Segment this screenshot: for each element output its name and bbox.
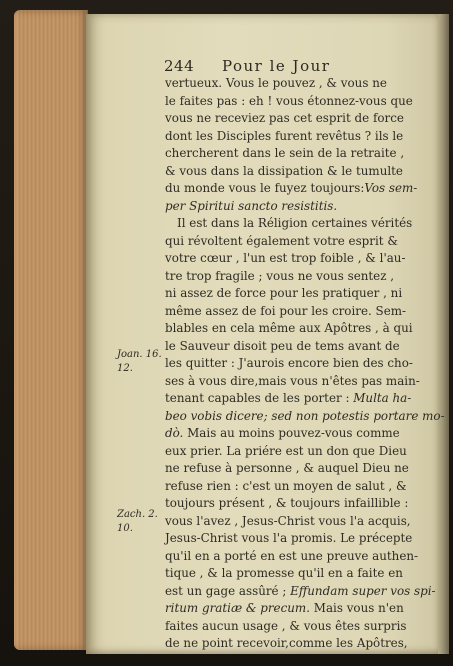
text-line: [165, 285, 413, 303]
latin-quote: Multa ha-: [353, 391, 412, 405]
text-run: le faites pas : eh ! vous étonnez-vous que: [165, 93, 413, 108]
margin-note-zach: [117, 508, 165, 536]
text-line: [165, 268, 413, 286]
text-line: [165, 128, 413, 146]
text-run: vous ne receviez pas cet esprit de force: [165, 111, 404, 125]
text-line: [165, 145, 413, 163]
text-run: Jesus-Christ vous l'a promis. Le précepte: [165, 531, 413, 545]
text-line: [165, 583, 436, 601]
margin-note-line: Zach. 2.: [117, 509, 158, 520]
running-title: Pour le Jour: [222, 57, 331, 75]
text-run: les quitter : J'aurois encore bien des cho-: [165, 356, 413, 370]
latin-quote: ritum gratiæ & precum.: [165, 601, 310, 615]
text-run: même assez de foi pour les croire. Sem-: [165, 303, 407, 318]
text-line: [165, 425, 413, 443]
text-run: du monde vous le fuyez toujours:: [165, 181, 365, 195]
text-line: [165, 530, 413, 548]
text-run: eux prier. La priére est un don que Dieu: [165, 443, 407, 458]
latin-quote: dò.: [165, 426, 184, 440]
text-line: [165, 163, 413, 181]
text-run: votre cœur , l'un est trop foible , & l'au-: [165, 251, 406, 265]
text-line: [165, 600, 413, 618]
text-run: & vous dans la dissipation & le tumulte: [165, 163, 403, 178]
page-number: 244: [164, 57, 195, 75]
text-run: toujours présent , & toujours infaillible :: [165, 496, 409, 510]
text-run: vous l'avez , Jesus-Christ vous l'a acquis,: [165, 513, 411, 528]
text-line: [165, 75, 413, 93]
text-run: tenant capables de les porter :: [165, 391, 354, 405]
text-line: [165, 250, 413, 268]
book-fore-edge: [14, 10, 88, 650]
text-run: tre trop fragile ; vous ne vous sentez ,: [165, 268, 395, 283]
text-line: [165, 513, 413, 531]
text-line: [165, 635, 413, 653]
book-right-edge: [438, 14, 449, 654]
text-line: [165, 618, 413, 636]
text-run: ni assez de force pour les pratiquer , ni: [165, 286, 403, 300]
text-run: dont les Disciples furent revêtus ? ils le: [165, 128, 404, 143]
text-line: [165, 460, 413, 478]
text-run: Il est dans la Réligion certaines vérités: [177, 216, 413, 230]
text-run: Mais au moins pouvez-vous comme: [183, 426, 400, 440]
text-line: [165, 373, 420, 391]
text-line: [165, 303, 413, 321]
text-run: tique , & la promesse qu'il en a faite en: [165, 566, 403, 580]
text-line: [165, 338, 413, 356]
text-line: [165, 443, 413, 461]
text-line: [165, 495, 413, 513]
text-run: ses à vous dire,mais vous n'êtes pas main-: [165, 373, 420, 388]
latin-quote: Effundam super vos spi-: [290, 583, 436, 598]
text-run: vertueux. Vous le pouvez , & vous ne: [165, 76, 387, 90]
margin-note-line: Joan. 16.: [117, 349, 162, 360]
text-run: de ne point recevoir,comme les Apôtres,: [165, 636, 408, 650]
page-header: [164, 56, 394, 76]
text-run: le Sauveur disoit peu de tems avant de: [165, 338, 400, 353]
text-run: ne refuse à personne , & auquel Dieu ne: [165, 461, 409, 475]
text-line: [165, 198, 413, 216]
text-run: chercherent dans le sein de la retraite ,: [165, 146, 405, 160]
text-run: Mais vous n'en: [309, 601, 404, 615]
text-line: [165, 478, 413, 496]
text-line: [165, 110, 413, 128]
text-line: [165, 355, 413, 373]
text-line: [165, 180, 418, 198]
text-run: refuse rien : c'est un moyen de salut , &: [165, 478, 407, 493]
text-run: qu'il en a porté en est une preuve authen-: [165, 548, 419, 563]
text-line: [165, 408, 445, 426]
latin-quote: beo vobis dicere; sed non potestis portare mo-: [165, 408, 445, 423]
text-line: [165, 548, 419, 566]
text-run: blables en cela même aux Apôtres , à qui: [165, 321, 413, 335]
latin-quote: Vos sem-: [364, 181, 418, 195]
text-line: [165, 390, 413, 408]
text-line: [165, 233, 413, 251]
text-line: [165, 93, 413, 111]
text-run: qui révoltent également votre esprit &: [165, 233, 398, 248]
text-line: [165, 320, 413, 338]
text-run: est un gage assûré ;: [165, 583, 291, 598]
margin-note-line: 10.: [117, 523, 133, 534]
text-run: faites aucun usage , & vous êtes surpris: [165, 618, 407, 633]
latin-quote: per Spiritui sancto resistitis.: [165, 198, 338, 213]
body-text: [165, 75, 445, 653]
margin-note-joan: [117, 348, 165, 376]
margin-note-line: 12.: [117, 363, 133, 374]
text-line: [165, 565, 413, 583]
text-line: [165, 215, 413, 233]
